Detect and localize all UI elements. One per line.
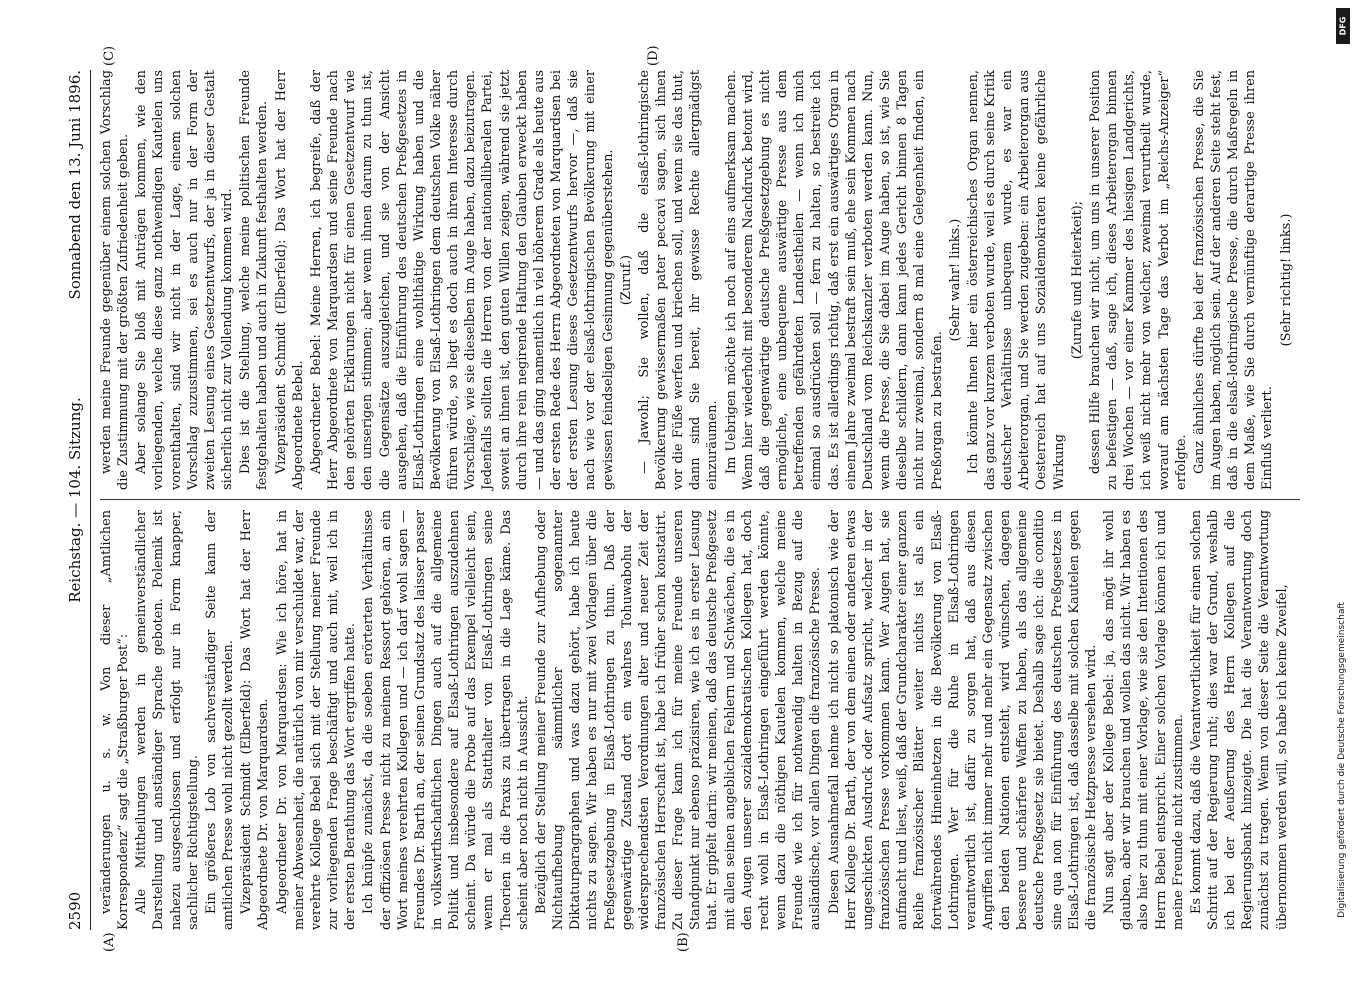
session-title: Reichstag. — 104. Sitzung. bbox=[66, 397, 84, 603]
margin-marker-d: (D) bbox=[646, 45, 661, 66]
left-column-paragraph: Nun sagt aber der Kollege Bebel: ja, das mögt ihr wohl glauben, aber wir brauchen und wollen das nicht. Wir haben es also hier zu thun mit einer Vorlage, wie sie den Intentionen des Herrn Bebel entspricht. Einer solchen Vorlage können ich und meine Freunde nicht zustimmen. bbox=[1102, 510, 1186, 930]
left-column-paragraph: Ich knüpfe zunächst, da die soeben erörterten Verhältnisse der offiziösen Presse nicht zu meinem Ressort gehören, an ein Wort meines verehrten Kollegen und — ich darf wohl sagen — Freundes Dr. Barth an, der seinen Grundsatz des laisser passer in volkswirthschaftlichen Dingen auch auf die allgemeine Politik und insbesondere auf Elsaß-Lothringen auszudehnen scheint. Da würde die Probe auf das Exempel vielleicht sein, wenn er mal als Statthalter von Elsaß-Lothringen seine Theorien in die Praxis zu übertragen in die Lage käme. Das scheint aber noch nicht in Aussicht. bbox=[361, 510, 531, 930]
right-column-paragraph: Ich könnte Ihnen hier ein österreichisches Organ nennen, das ganz vor kurzem verboten wurde, weil es durch seine Kritik deutscher Verhältnisse unbequem wurde, es war ein Arbeiterorgan, und Sie werden zugeben: ein Arbeiterorgan aus Oesterreich hat auf uns Sozialdemokraten keine gefährliche Wirkung bbox=[965, 70, 1067, 490]
right-column-paragraph: Vizepräsident Schmidt (Elberfeld): Das Wort hat der Herr Abgeordnete Bebel. bbox=[273, 70, 306, 490]
left-column-paragraph: Ein größeres Lob von sachverständiger Seite kann der amtlichen Presse wohl nicht gezollt werden. bbox=[203, 510, 237, 930]
left-column-paragraph: Bezüglich der Stellung meiner Freunde zur Aufhebung oder Nichtaufhebung sämmtlicher sogenannter Diktaturparagraphen und was dazu gehört, habe ich heute nichts zu sagen. Wir haben es nur mit zwei Vorlagen über die Preßgesetzgebung in Elsaß-Lothringen zu thun. Daß der gegenwärtige Zustand dort ein wahres Tohuwabohu der widersprechendsten Verordnungen alter und neuer Zeit der französischen Herrschaft ist, habe ich früher schon konstatirt. Zu dieser Frage kann ich für meine Freunde unseren Standpunkt nur ebenso präzisiren, wie ich es in erster Lesung that. Er gipfelt darin: wir meinen, daß das deutsche Preßgesetz mit allen seinen angeblichen Fehlern und Schwächen, die es in den Augen unserer sozialdemokratischen Kollegen hat, doch recht wohl in Elsaß-Lothringen eingeführt werden könnte, wenn dazu die nöthigen Kautelen kommen, welche meine Freunde wie ich für nothwendig halten in Bezug auf die ausländische, vor allen Dingen die französische Presse. bbox=[533, 510, 824, 930]
header-rule bbox=[90, 70, 91, 930]
margin-marker-b: (B) bbox=[676, 932, 691, 952]
page-header bbox=[66, 70, 92, 930]
left-column-paragraph: veränderungen u. s. w. Von dieser „Amtlichen Korrespondenz“ sagt die „Straßburger Post“: bbox=[99, 510, 132, 930]
right-column-paragraph: (Zuruf.) bbox=[618, 254, 634, 306]
left-column-paragraph: Alle Mittheilungen werden in gemeinverständlicher Darstellung und anständiger Sprache geboten. Polemik ist nahezu ausgeschlossen und erfolgt nur in Form knapper, sachlicher Richtigstellung. bbox=[134, 510, 201, 930]
right-column-paragraph: Aber solange Sie bloß mit Anträgen kommen, wie den vorliegenden, welche diese ganz nothwendigen Kautelen uns vorenthalten, sind wir nicht in der Lage, einem solchen Vorschlag zuzustimmen, sei es auch nur in der Form der zweiten Lesung eines Gesetzentwurfs, der ja in dieser Gestalt sicherlich nicht zur Vollendung kommen wird. bbox=[134, 70, 236, 490]
column-divider bbox=[100, 499, 1300, 500]
right-column-paragraph: Dies ist die Stellung, welche meine politischen Freunde festgehalten haben und auch in Zukunft festhalten werden. bbox=[238, 70, 271, 490]
right-column bbox=[98, 70, 1296, 490]
digitization-credit: Digitalisierung gefördert durch die Deutsche Forschungsgemeinschaft bbox=[1337, 602, 1347, 918]
left-column-paragraph: Diesen Ausnahmefall nehme ich nicht so platonisch wie der Herr Kollege Dr. Barth, der von dem einen oder anderen etwas ungeschickten Ausdruck oder Aufsatz spricht, welcher in der französischen Presse vorkommen kann. Wer Augen hat, sie aufmacht und liest, weiß, daß der Grundcharakter einer ganzen Reihe französischer Blätter weiter nichts ist als ein fortwährendes Hineinhetzen in die Bevölkerung von Elsaß-Lothringen. Wer für die Ruhe in Elsaß-Lothringen verantwortlich ist, dafür zu sorgen hat, daß aus diesen Angriffen nicht immer mehr und mehr ein Gegensatz zwischen den beiden Nationen entsteht, wird wünschen, dagegen bessere und schärfere Waffen zu haben, als das allgemeine deutsche Preßgesetz sie bietet. Deshalb sage ich: die conditio sine qua non für Einführung des deutschen Preßgesetzes in Elsaß-Lothringen ist, daß dasselbe mit solchen Kautelen gegen die französische Hetzpresse versehen wird. bbox=[826, 510, 1099, 930]
margin-marker-a: (A) bbox=[102, 932, 117, 952]
right-column-paragraph: (Sehr wahr! links.) bbox=[947, 218, 963, 342]
page-number: 2590 bbox=[66, 891, 84, 930]
left-column-paragraph: Vizepräsident Schmidt (Elberfeld): Das Wort hat der Herr Abgeordnete Dr. von Marquardsen. bbox=[239, 510, 272, 930]
dfg-logo: DFG bbox=[1336, 8, 1350, 44]
left-column-paragraph: Abgeordneter Dr. von Marquardsen: Wie ich höre, hat in meiner Abwesenheit, die natürlich von mir verschuldet war, der verehrte Kollege Bebel sich mit der Stellung meiner Freunde zur vorliegenden Frage beschäftigt und auch mit, weil ich in der ersten Berathung das Wort ergriffen hatte. bbox=[274, 510, 359, 930]
right-column-paragraph: Abgeordneter Bebel: Meine Herren, ich begreife, daß der Herr Abgeordnete von Marquardsen und seine Freunde nach den gehörten Erklärungen nicht für einen Gesetzentwurf wie den unserigen stimmen; aber wenn ihnen darum zu thun ist, die Gegensätze auszugleichen, und sie von der Ansicht ausgehen, daß die Einführung des deutschen Preßgesetzes in Elsaß-Lothringen eine wohlthätige Wirkung haben und die Bevölkerung von Elsaß-Lothringen dem deutschen Volke näher führen würde, so liegt es doch auch in ihrem Interesse durch Vorschläge, wie sie dieselben im Auge haben, dazu beizutragen. Jedenfalls sollten die Herren von der nationalliberalen Partei, soweit an ihnen ist, den guten Willen zeigen, während sie jetzt durch ihre rein negirende Haltung den Glauben erweckt haben — und das ging namentlich in viel höherem Grade als heute aus der ersten Rede des Herrn Abgeordneten von Marquardsen bei der ersten Lesung dieses Gesetzentwurfs hervor —, daß sie nach wie vor der elsaß-lothringischen Bevölkerung mit einer gewissen feindseligen Gesinnung gegenüberstehen. bbox=[308, 70, 616, 490]
document-page bbox=[16, 30, 1336, 970]
left-column-paragraph: Es kommt dazu, daß die Verantwortlichkeit für einen solchen Schritt auf der Regierung ruht; dies war der Grund, weshalb ich bei der Aeußerung des Herrn Kollegen auf die Regierungsbank hinzeigte. Die hat die Verantwortung doch zunächst zu tragen. Wenn von dieser Seite die Verantwortung übernommen werden will, so habe ich keine Zweifel, bbox=[1188, 510, 1290, 930]
right-column-paragraph: (Sehr richtig! links.) bbox=[1278, 213, 1294, 347]
margin-marker-c: (C) bbox=[102, 45, 117, 66]
right-column-paragraph: Ganz ähnliches dürfte bei der französischen Presse, die Sie im Augen haben, möglich sein. Auf der anderen Seite steht fest, daß in die elsaß-lothringische Presse, die durch Maßregeln in dem Maße, wie Sie durch vernünftige derartige Presse ihren Einfluß verliert. bbox=[1191, 70, 1276, 490]
right-column-paragraph: (Zurufe und Heiterkeit); bbox=[1069, 200, 1085, 360]
right-column-paragraph: dessen Hilfe brauchen wir nicht, um uns in unserer Position zu befestigen — daß, sage ich, dieses Arbeiterorgan binnen drei Wochen — vor einer Kammer des hiesigen Landgerichts, ich weiß nicht mehr von welcher, zweimal verurtheilt wurde, worauf am nächsten Tage das Verbot im „Reichs-Anzeiger“ erfolgte. bbox=[1087, 70, 1189, 490]
right-column-paragraph: Im Uebrigen möchte ich noch auf eins aufmerksam machen. Wenn hier wiederholt mit besonderem Nachdruck betont wird, daß die gegenwärtige deutsche Preßgesetzgebung es nicht ermögliche, eine unbequeme auswärtige Presse aus dem betreffenden gefährdeten Landestheilen — wenn ich mich einmal so ausdrücken soll — fern zu halten, so bestreite ich das. Es ist allerdings richtig, daß erst ein auswärtiges Organ in einem Jahre zweimal bestraft sein muß, ehe sein Kommen nach Deutschland vom Reichskanzler verboten werden kann. Nun, wenn die Presse, die Sie dabei im Auge haben, so ist, wie Sie dieselbe schildern, dann kann jedes Gericht binnen 8 Tagen nicht nur zweimal, sondern 8 mal eine Gelegenheit finden, ein Preßorgan zu bestrafen. bbox=[723, 70, 945, 490]
right-column-paragraph: werden meine Freunde gegenüber einem solchen Vorschlag die Zustimmung mit der größten Zufriedenheit geben. bbox=[99, 70, 132, 490]
session-date: Sonnabend den 13. Juni 1896. bbox=[66, 70, 84, 300]
left-column bbox=[98, 510, 1292, 930]
right-column-paragraph: — Jawohl; Sie wollen, daß die elsaß-lothringische Bevölkerung gewissermaßen pater peccavi sagen, sich ihnen vor die Füße werfen und kriechen soll, und wenn sie das thut, dann sind Sie bereit, ihr gewisse Rechte allergnädigst einzuräumen. bbox=[636, 70, 721, 490]
